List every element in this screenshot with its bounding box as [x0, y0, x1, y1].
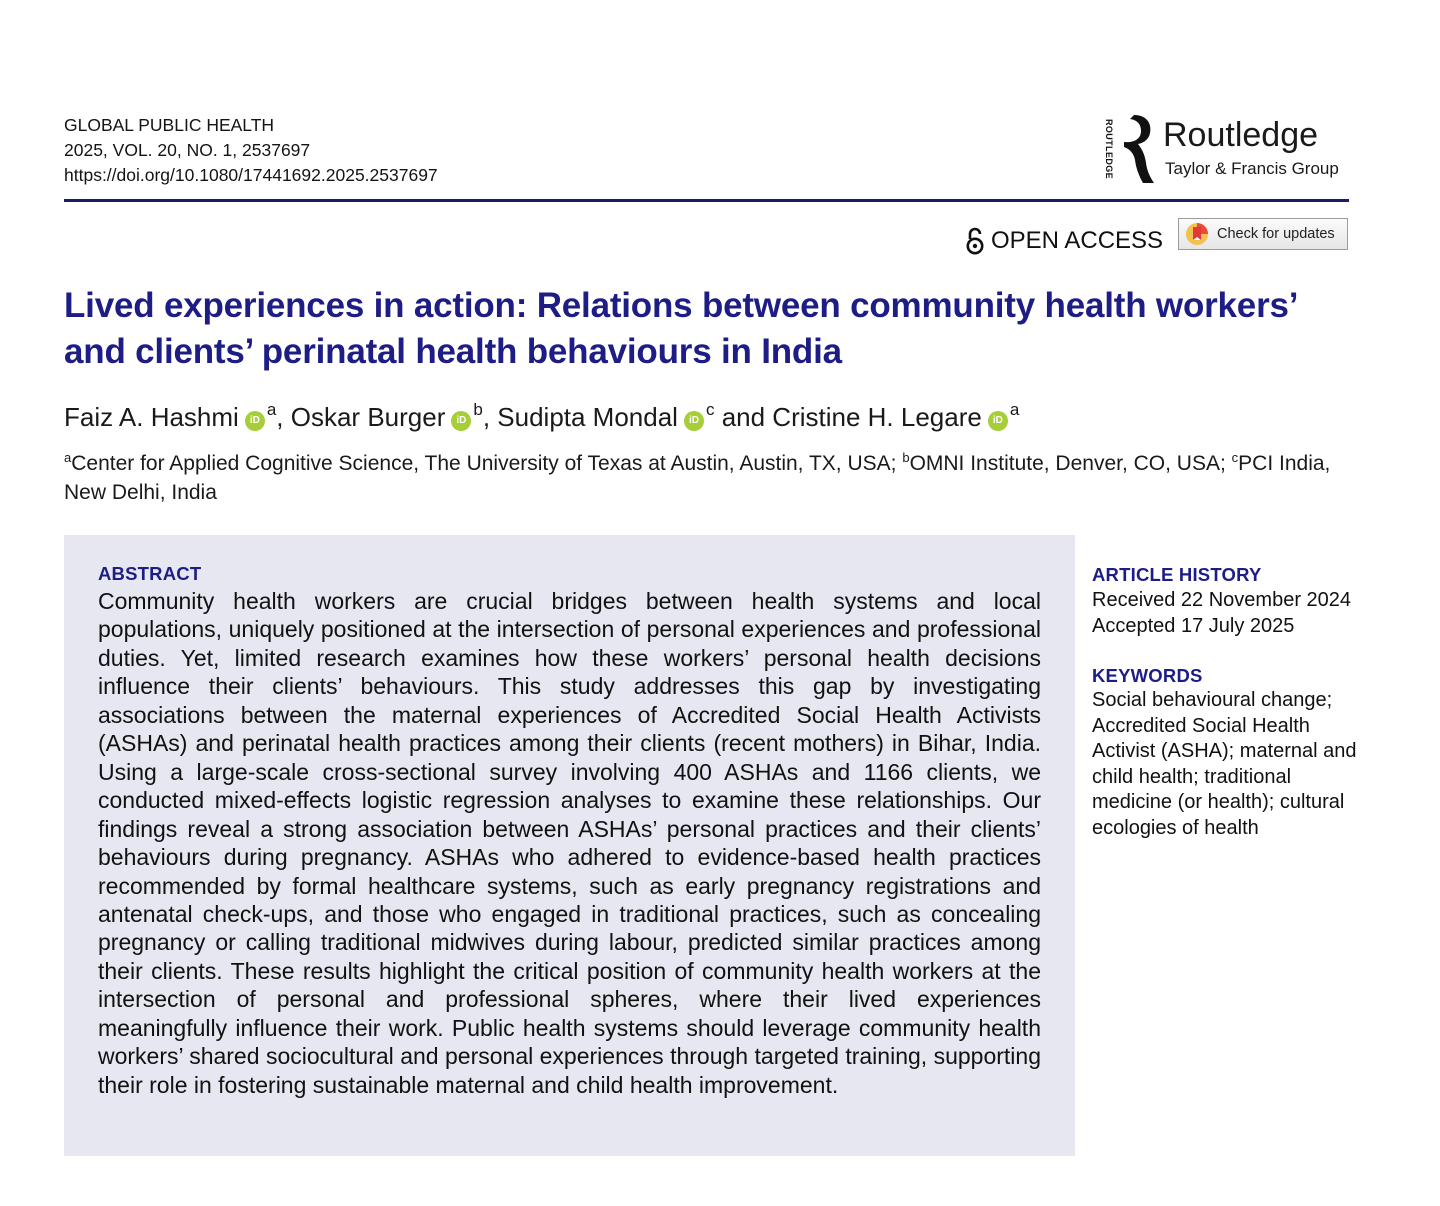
author: [497, 402, 772, 432]
author-name[interactable]: Oskar Burger: [290, 402, 446, 432]
orcid-icon[interactable]: iD: [245, 411, 265, 431]
abstract-heading: ABSTRACT: [98, 563, 202, 584]
keywords-heading: KEYWORDS: [1092, 665, 1203, 686]
author-affiliation-marker: b: [473, 400, 483, 419]
header-rule: [64, 199, 1349, 202]
keywords-section: [1092, 664, 1362, 841]
author: [772, 402, 1019, 432]
article-history: [1092, 563, 1362, 639]
abstract-text: Community health workers are crucial bridges between health systems and local populations, uniquely positioned at the intersection of personal experiences and professional duties. Yet, limited research examines how these workers’ personal health decisions influence their clients’ behaviours. This study addresses this gap by investigating associations between the maternal experiences of Accredited Social Health Activists (ASHAs) and perinatal health practices among their clients (recent mothers) in Bihar, India. Using a large-scale cross-sectional survey involving 400 ASHAs and 1166 clients, we conducted mixed-effects logistic regression analyses to examine these relationships. Our findings reveal a strong association between ASHAs’ personal practices and their clients’ behaviours during pregnancy. ASHAs who adhered to evidence-based health practices recommended by formal healthcare systems, such as early pregnancy registrations and antenatal check-ups, and those who engaged in traditional practices, such as concealing pregnancy or calling traditional midwives during labour, predicted similar practices among their clients. These results highlight the critical position of community health workers at the intersection of personal and professional spheres, where their lived experiences meaningfully influence their work. Public health systems should leverage community health workers’ shared sociocultural and personal experiences through targeted training, supporting their role in fostering sustainable maternal and child health improvement.: [98, 588, 1041, 1098]
author-affiliation-marker: a: [266, 400, 277, 419]
affiliation-marker: a: [64, 450, 72, 465]
author: [64, 402, 291, 432]
orcid-icon[interactable]: iD: [988, 411, 1008, 431]
accepted-date: Accepted 17 July 2025: [1092, 615, 1295, 637]
affiliation-marker: c: [1231, 450, 1239, 465]
author-list: [64, 393, 1354, 434]
author-affiliation-marker: a: [1009, 400, 1020, 419]
publisher-name: Routledge: [1163, 116, 1319, 154]
routledge-head-icon: [1116, 113, 1156, 185]
article-title: Lived experiences in action: Relations between community health workers’ and clients’ perinatal health behaviours in India: [64, 286, 1297, 371]
publisher-vertical-label: ROUTLEDGE: [1104, 118, 1114, 180]
journal-name: GLOBAL PUBLIC HEALTH: [64, 115, 275, 135]
journal-citation: 2025, VOL. 20, NO. 1, 2537697: [64, 140, 311, 160]
open-access-badge: [965, 225, 1163, 257]
author-affiliation-marker: c: [705, 400, 715, 419]
received-date: Received 22 November 2024: [1092, 589, 1352, 611]
author-name[interactable]: Faiz A. Hashmi: [64, 402, 239, 432]
doi-link[interactable]: https://doi.org/10.1080/17441692.2025.2537697: [64, 165, 438, 185]
orcid-icon[interactable]: iD: [684, 411, 704, 431]
affiliations: [64, 449, 1352, 507]
affiliation-text: Center for Applied Cognitive Science, The University of Texas at Austin, Austin, TX, USA;: [71, 452, 903, 475]
affiliation-marker: b: [902, 450, 910, 465]
author-name[interactable]: Sudipta Mondal: [497, 402, 678, 432]
crossmark-icon: [1185, 222, 1209, 246]
publisher-logo: [1102, 113, 1352, 185]
keywords-text: Social behavioural change; Accredited Social Health Activist (ASHA); maternal and child health; traditional medicine (or health); cultural ecologies of health: [1092, 689, 1357, 839]
author: [291, 402, 498, 432]
publisher-group: Taylor & Francis Group: [1165, 159, 1339, 178]
author-separator: ,: [482, 402, 498, 432]
affiliation-text: PCI India, New Delhi, India: [64, 452, 1331, 504]
author-separator: and: [714, 402, 773, 432]
article-history-heading: ARTICLE HISTORY: [1092, 564, 1262, 585]
author-name[interactable]: Cristine H. Legare: [772, 402, 982, 432]
check-for-updates-button[interactable]: [1178, 218, 1348, 250]
journal-meta: [64, 113, 438, 188]
author-separator: ,: [276, 402, 291, 432]
check-for-updates-label: Check for updates: [1217, 226, 1335, 242]
affiliation-text: OMNI Institute, Denver, CO, USA;: [909, 452, 1232, 475]
open-lock-icon: [965, 227, 985, 255]
open-access-label: OPEN ACCESS: [991, 227, 1164, 254]
orcid-icon[interactable]: iD: [451, 411, 471, 431]
